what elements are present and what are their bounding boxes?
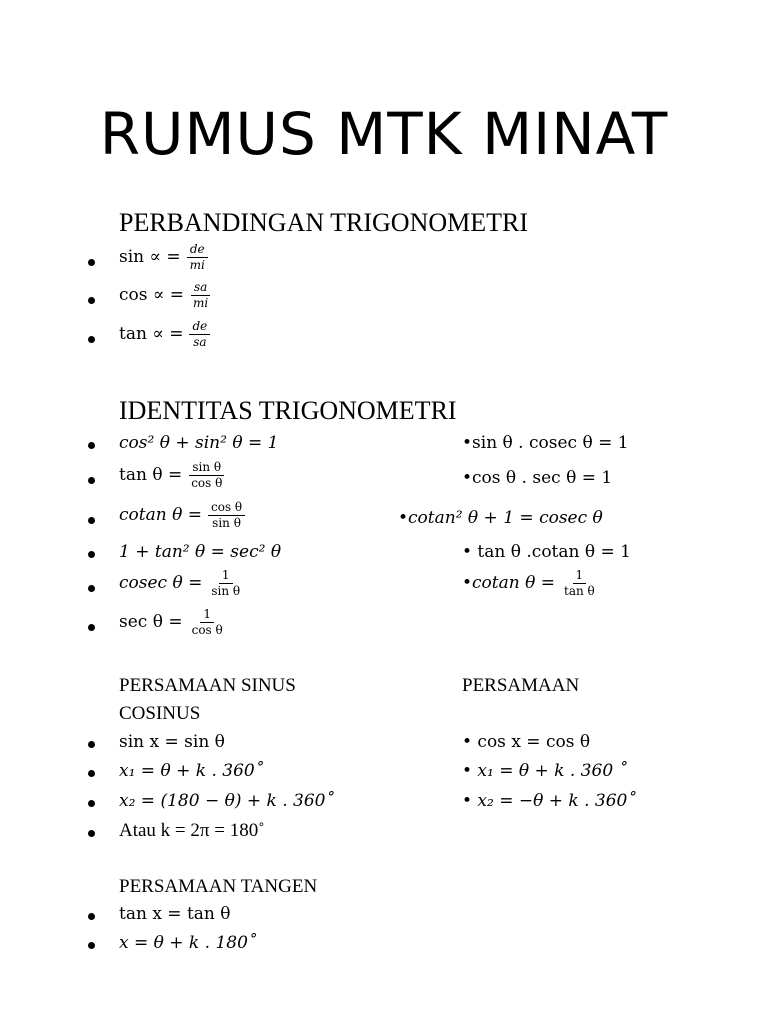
bullet [88,517,95,524]
cos-solution-1: • x₁ = θ + k . 360 ˚ [462,761,628,781]
sin-equation: sin x = sin θ [119,732,225,752]
bullet [88,442,95,449]
tan-solution: x = θ + k . 180˚ [119,933,257,953]
bullet [88,297,95,304]
bullet [88,800,95,807]
identity-sin-cosec: •sin θ . cosec θ = 1 [462,433,629,453]
section-heading-tangen: PERSAMAAN TANGEN [119,876,318,897]
bullet [88,551,95,558]
bullet [88,477,95,484]
page-title: RUMUS MTK MINAT [99,100,669,168]
identity-tan: tan θ = $\frac{\text{sin θ}}{\text{cos θ}}$ [119,460,223,490]
section-heading-perbandingan: PERBANDINGAN TRIGONOMETRI [119,208,529,237]
cos-equation: • cos x = cos θ [462,732,591,752]
section-heading-identitas: IDENTITAS TRIGONOMETRI [119,396,457,425]
bullet [88,770,95,777]
bullet [88,913,95,920]
bullet [88,336,95,343]
section-heading-persamaan: PERSAMAAN [462,675,580,696]
identity-cosec: cosec θ = $\frac{1}{\text{sin θ}}$ [119,568,241,598]
bullet [88,741,95,748]
bullet [88,624,95,631]
sin-solution-1: x₁ = θ + k . 360˚ [119,761,264,781]
section-heading-persamaan-sinus: PERSAMAAN SINUS [119,675,296,696]
formula-sin-ratio: sin ∝ = $\frac{de}{mi}$ [119,243,208,271]
identity-sec: sec θ = $\frac{1}{\text{cos θ}}$ [119,607,223,637]
bullet [88,585,95,592]
tan-equation: tan x = tan θ [119,904,231,924]
identity-cotan-reciprocal: •cotan θ = $\frac{1}{\text{tan θ}}$ [462,568,595,598]
cos-solution-2: • x₂ = −θ + k . 360˚ [462,791,636,811]
identity-cotan-cosec: •cotan² θ + 1 = cosec θ [398,508,603,528]
identity-pythagorean: cos² θ + sin² θ = 1 [119,433,279,453]
bullet [88,942,95,949]
formula-tan-ratio: tan ∝ = $\frac{de}{sa}$ [119,320,210,348]
bullet [88,830,95,837]
atau-note: Atau k = 2π = 180˚ [119,820,265,841]
identity-cos-sec: •cos θ . sec θ = 1 [462,468,613,488]
bullet [88,259,95,266]
identity-tan-sec: 1 + tan² θ = sec² θ [119,542,282,562]
section-heading-cosinus: COSINUS [119,703,201,724]
formula-cos-ratio: cos ∝ = $\frac{sa}{mi}$ [119,281,211,309]
identity-cotan: cotan θ = $\frac{\text{cos θ}}{\text{sin θ}}$ [119,501,245,529]
identity-tan-cotan: • tan θ .cotan θ = 1 [462,542,631,562]
sin-solution-2: x₂ = (180 − θ) + k . 360˚ [119,791,334,811]
